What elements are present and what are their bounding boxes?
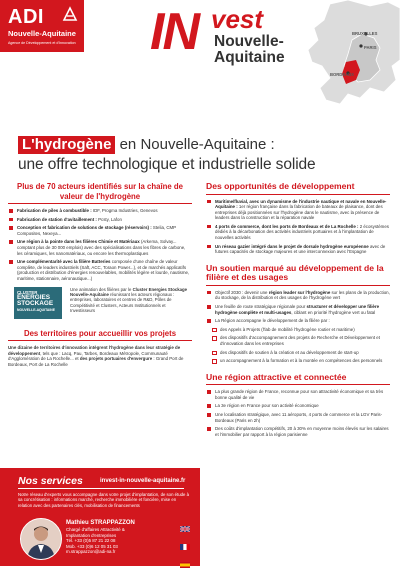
title-highlight: L'hydrogène (18, 136, 115, 154)
map-label-paris: PARIS (364, 45, 377, 50)
contact-role-1: Chargé d'affaires Attractivité & (66, 527, 125, 532)
opportunity-item-text: 1er région française dans la fabrication de bateaux de plaisance, dont des entreprises déjà positionnées sur l'hydrogène dans le nautisme, avec la présence de leaders dans la construction et la réparation navale (215, 204, 383, 221)
left-column (8, 182, 192, 370)
attractive-item: Une localisation stratégique, avec 11 aéroports, 4 ports de commerce et la LGV Paris-Bordeaux (Paris en 2h) (215, 412, 390, 423)
attractive-list (206, 389, 390, 437)
territories-p-post: : Grand Port de Bordeaux, Port de La Rochelle (8, 356, 184, 367)
title-line2: une offre technologique et industrielle solide (18, 156, 316, 173)
attractive-item: La 3e région en France pour son activité économique (215, 403, 390, 409)
support-sub-item: un accompagnement à la formation et à la montée en compétences des personnels (220, 358, 390, 364)
support-sub-list (206, 327, 390, 364)
support-sub-item: des dispositifs de soutien à la création et au développement de start-up (220, 350, 390, 356)
territories-p-pre: Une dizaine de territoires d'innovation intègrent l'hydrogène dans leur stratégie de développement (8, 345, 181, 356)
contact-card (66, 520, 178, 555)
uk-flag-icon (180, 526, 190, 532)
brand-region-line1: Nouvelle- (214, 33, 284, 50)
opportunity-item-text: avec de futures capacités de stockage majeures et une interconnexion avec l'Espagne (215, 243, 386, 255)
attractive-item: Des coûts d'implantation compétitifs, 20 à 30% en moyenne moins élevés sur les salaires et l'immobilier par rapport à la région parisienne (215, 426, 389, 437)
cluster-text (70, 287, 190, 314)
cluster-logo-line4: NOUVELLE-AQUITAINE (17, 307, 55, 312)
actors-item (17, 259, 192, 281)
services-text: Notre réseau d'experts vous accompagne dans votre projet d'implantation, de son étude à sa concrétisation : informations marché, recherche immobilière et foncière, mise en relation avec des partenaires clés, mobilisation de financements (18, 492, 189, 508)
logo-mark-icon (62, 6, 78, 22)
support-item (215, 318, 390, 324)
actors-item-text: (Arkema, Solvay... comptant plus de 30 000 emplois) avec des spécialisations dans les fibres de carbone, les céramiques, les nanomatériaux, ou encore les thermoplastiques (17, 239, 186, 256)
actors-item-bold: Une complémentarité avec la filière Batteries (17, 259, 111, 265)
france-flag-icon (180, 544, 190, 550)
actors-item-text: Stelia, CMP Composites, Nexeya... (17, 225, 177, 236)
cluster-text-bold: Cluster Energies Stockage Nouvelle-Aquitaine (70, 286, 188, 297)
cluster-text-post: réunissant les acteurs régionaux : entreprises, laboratoires et centres de R&D, Pôles de Compétitivité et Clusters, Acteurs Institutionnels et Investisseurs (70, 291, 175, 314)
brand-in: IN (150, 3, 198, 61)
title-rest: en Nouvelle-Aquitaine : (115, 136, 275, 153)
support-item-text1: Objectif 2030 : devenir une (215, 289, 269, 295)
map-label-bordeaux: BORDEAUX (330, 72, 354, 77)
support-item-bold: structurer et développer une filière hydrogène complète et multi-usages (215, 304, 380, 315)
contact-phone: Tél. +33 (0)5 87 21 22 08 (66, 538, 116, 544)
cluster-logo-line3: STOCKAGE (17, 300, 54, 308)
opportunity-item-bold: Maritime/fluvial, avec un dynamisme de l'industrie nautique et navale en Nouvelle-Aquitaine : (215, 198, 387, 210)
opportunity-item-bold: 4 ports de commerce, dont les ports de Bordeaux et de La Rochelle : (215, 223, 359, 229)
adi-logo (0, 0, 84, 52)
opportunity-item (215, 224, 390, 241)
opportunities-list (206, 199, 390, 255)
services-divider (18, 488, 184, 489)
opportunity-item (215, 244, 390, 255)
actors-item (17, 208, 192, 214)
cluster-logo-line1: CLUSTER (17, 289, 38, 295)
opportunities-heading: Des opportunités de développement (206, 182, 390, 195)
actors-heading: Plus de 70 acteurs identifiés sur la chaîne de valeur de l'hydrogène (8, 182, 192, 204)
actors-item-text: Pcsty, Lafon (96, 216, 122, 222)
contact-email-link[interactable]: m.strappazzon@adi-na.fr (66, 549, 116, 555)
support-heading: Un soutien marqué au développement de la filière et des usages (206, 264, 390, 286)
actors-item (17, 217, 192, 223)
opportunity-item-bold: Un réseau gazier intégré dans le projet de dorsale hydrogène européenne (215, 243, 369, 249)
opportunity-item-text: 2 écosystèmes dédiés à la décarbonation des activités industriels portuaires et à l'implantation de nouvelles activités (215, 223, 389, 241)
actors-item (17, 239, 192, 256)
right-column (206, 182, 390, 440)
actors-item (17, 225, 192, 236)
territories-p-mid: , tels que : Lacq, Pau, Tarbes, Bordeaux Métropole, Communauté d'Agglomération de La Rochelle... et (8, 350, 168, 362)
contact-name: Mathieu STRAPPAZZON (66, 520, 135, 526)
actors-item-bold: Une région à la pointe dans les filières Chimie et Matériaux (17, 239, 140, 245)
cluster-text-pre: Une animation des filières par le (70, 286, 133, 292)
page-header (0, 0, 400, 108)
cluster-logo (14, 287, 62, 319)
territories-paragraph (8, 345, 192, 367)
logo-sub-text: Agence de Développement et d'Innovation (8, 41, 76, 45)
actors-item-bold: Fabrication de station d'avitaillement : (17, 216, 97, 222)
support-item-text1: Une feuille de route stratégique régionale pour (215, 304, 307, 310)
language-flags (180, 522, 192, 576)
services-heading: Nos services (18, 475, 83, 487)
territories-p-bold: des projets portuaires d'envergure (79, 356, 153, 362)
cluster-block (8, 285, 192, 323)
attractive-heading: Une région attractive et connectée (206, 373, 390, 386)
map-label-bruxelles: BRUXELLES (352, 31, 378, 36)
support-item (215, 290, 390, 301)
brand-vest: vest (211, 4, 264, 34)
actors-item-text: composée d'une chaîne de valeur complète, de leaders industriels (Saft, ACC, Toraon Power...), et de marchés applicatifs (production et distribution d'énergies renouvelables, mobilités légère et lourde, nautisme, maritime, stationnaire, aéronautique...) (17, 259, 190, 281)
contact-photo (20, 518, 62, 560)
actors-list (8, 208, 192, 282)
actors-item-bold: Conception et fabrication de solutions de stockage (réservoirs) : (17, 225, 152, 231)
logo-adi-text: ADI (8, 6, 44, 28)
contact-mobile: Mob. +33 (0)6 12 05 31 03 (66, 543, 118, 549)
support-item-bold: région leader sur l'hydrogène (268, 289, 331, 295)
europe-map (300, 0, 400, 108)
attractive-item: La plus grande région de France, reconnue pour son attractivité économique et sa très bonne qualité de vie (215, 389, 390, 400)
avatar-icon (21, 519, 61, 559)
support-list (206, 290, 390, 324)
cluster-logo-line2: ÉNERGIES (17, 293, 51, 301)
title-line1 (18, 136, 388, 154)
services-panel (0, 468, 200, 566)
opportunity-item (215, 199, 390, 221)
actors-item-text: IDF, Progma Industries, Genevos (91, 208, 158, 213)
actors-item-bold: Fabrication de piles à combustible : (17, 208, 92, 213)
support-item (215, 304, 390, 315)
support-item-text1: La Région accompagne le développement de la filière par : (215, 318, 330, 324)
support-sub-item: des Appels à Projets (l'lab de mobilité l'hydrogène routier et maritime) (220, 327, 390, 333)
support-item-text2: sur les plans de la production, du stockage, de la distribution et des usages de l'hydrogène vert (215, 289, 390, 301)
logo-region-text: Nouvelle-Aquitaine (8, 29, 76, 38)
support-item-text2: , ciblant en priorité l'hydrogène vert ou fatal (291, 309, 376, 315)
brand-region-line2: Aquitaine (214, 48, 285, 66)
contact-role-2: Implantation d'entreprises (66, 532, 117, 538)
spain-flag-icon (180, 562, 190, 568)
services-url-link[interactable]: invest-in-nouvelle-aquitaine.fr (100, 478, 186, 484)
support-sub-item: des dispositifs d'accompagnement des projets de Recherche et Développement et d'innovation dans les entreprises (220, 335, 390, 346)
page-title (18, 136, 388, 175)
territories-heading: Des territoires pour accueillir vos projets (8, 329, 192, 342)
